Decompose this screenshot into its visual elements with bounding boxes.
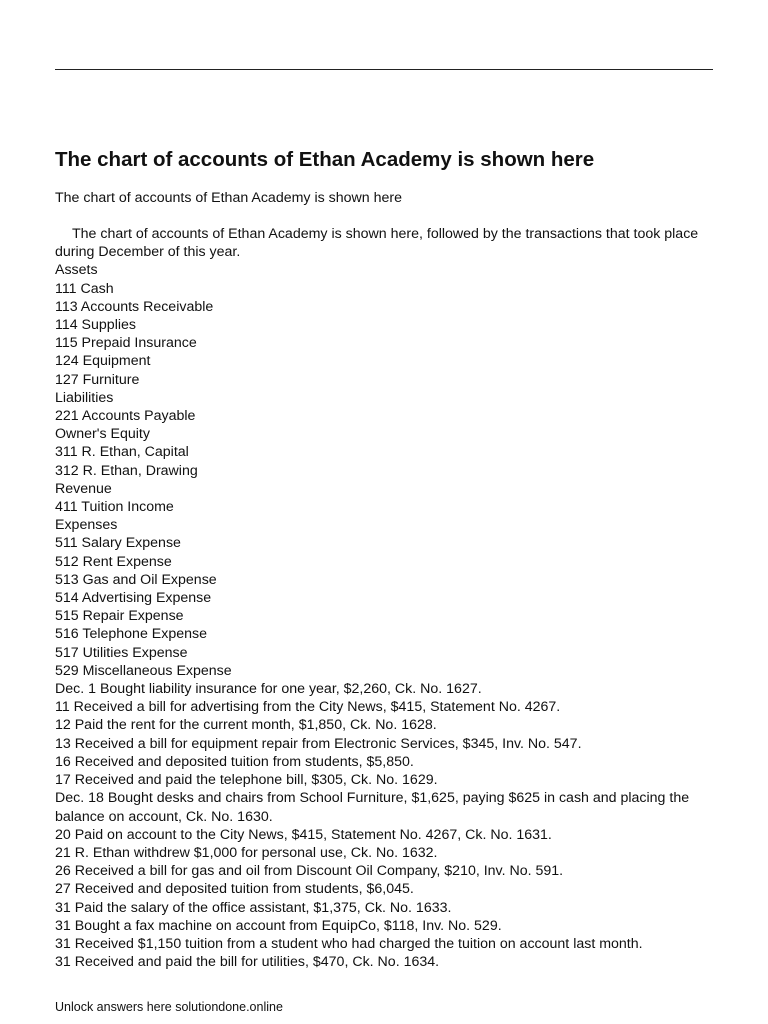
account-line: 516 Telephone Expense [55, 626, 207, 643]
account-line: 312 R. Ethan, Drawing [55, 462, 198, 479]
account-line: 115 Prepaid Insurance [55, 335, 197, 352]
account-line: 221 Accounts Payable [55, 408, 196, 425]
intro-paragraph: The chart of accounts of Ethan Academy is shown here, followed by the transactions that took place during December of this year. [55, 226, 699, 261]
transaction-line: 13 Received a bill for equipment repair from Electronic Services, $345, Inv. No. 547. [55, 735, 582, 752]
page-title: The chart of accounts of Ethan Academy is shown here [55, 148, 595, 171]
transaction-line: 31 Received $1,150 tuition from a student who had charged the tuition on account last month. [55, 935, 643, 952]
footer-note: Unlock answers here solutiondone.online [55, 1000, 283, 1014]
transaction-line: 17 Received and paid the telephone bill, $305, Ck. No. 1629. [55, 772, 438, 789]
transaction-line: Dec. 1 Bought liability insurance for one year, $2,260, Ck. No. 1627. [55, 681, 482, 698]
transaction-line: 16 Received and deposited tuition from students, $5,850. [55, 753, 414, 770]
account-line: 513 Gas and Oil Expense [55, 571, 217, 588]
transaction-line: 21 R. Ethan withdrew $1,000 for personal use, Ck. No. 1632. [55, 844, 438, 861]
account-line: Assets [55, 262, 98, 279]
account-line: 114 Supplies [55, 317, 136, 334]
transaction-line: 26 Received a bill for gas and oil from Discount Oil Company, $210, Inv. No. 591. [55, 863, 564, 880]
account-line: Revenue [55, 480, 112, 497]
transaction-line: 12 Paid the rent for the current month, $1,850, Ck. No. 1628. [55, 717, 437, 734]
transaction-line: 20 Paid on account to the City News, $415, Statement No. 4267, Ck. No. 1631. [55, 826, 552, 843]
account-line: Liabilities [55, 389, 114, 406]
transaction-line: Dec. 18 Bought desks and chairs from School Furniture, $1,625, paying $625 in cash and placing the balance on account, Ck. No. 1630. [55, 790, 690, 825]
transaction-line: 27 Received and deposited tuition from students, $6,045. [55, 881, 414, 898]
account-line: 311 R. Ethan, Capital [55, 444, 189, 461]
transaction-line: 31 Received and paid the bill for utilities, $470, Ck. No. 1634. [55, 954, 440, 971]
account-line: 514 Advertising Expense [55, 590, 212, 607]
account-line: 127 Furniture [55, 371, 140, 388]
account-line: 411 Tuition Income [55, 499, 174, 516]
account-line: 111 Cash [55, 280, 114, 297]
account-line: 511 Salary Expense [55, 535, 181, 552]
account-line: Expenses [55, 517, 118, 534]
account-line: 515 Repair Expense [55, 608, 184, 625]
chart-of-accounts [55, 261, 715, 680]
account-line: Owner's Equity [55, 426, 150, 443]
account-line: 113 Accounts Receivable [55, 298, 214, 315]
transaction-line: 11 Received a bill for advertising from the City News, $415, Statement No. 4267. [55, 699, 561, 716]
document-body [55, 225, 715, 971]
page-subtitle: The chart of accounts of Ethan Academy is shown here [55, 190, 402, 206]
transaction-list [55, 680, 715, 971]
account-line: 124 Equipment [55, 353, 151, 370]
account-line: 517 Utilities Expense [55, 644, 188, 661]
transaction-line: 31 Paid the salary of the office assistant, $1,375, Ck. No. 1633. [55, 899, 452, 916]
account-line: 529 Miscellaneous Expense [55, 662, 232, 679]
account-line: 512 Rent Expense [55, 553, 172, 570]
header-divider [55, 69, 713, 70]
transaction-line: 31 Bought a fax machine on account from EquipCo, $118, Inv. No. 529. [55, 917, 502, 934]
